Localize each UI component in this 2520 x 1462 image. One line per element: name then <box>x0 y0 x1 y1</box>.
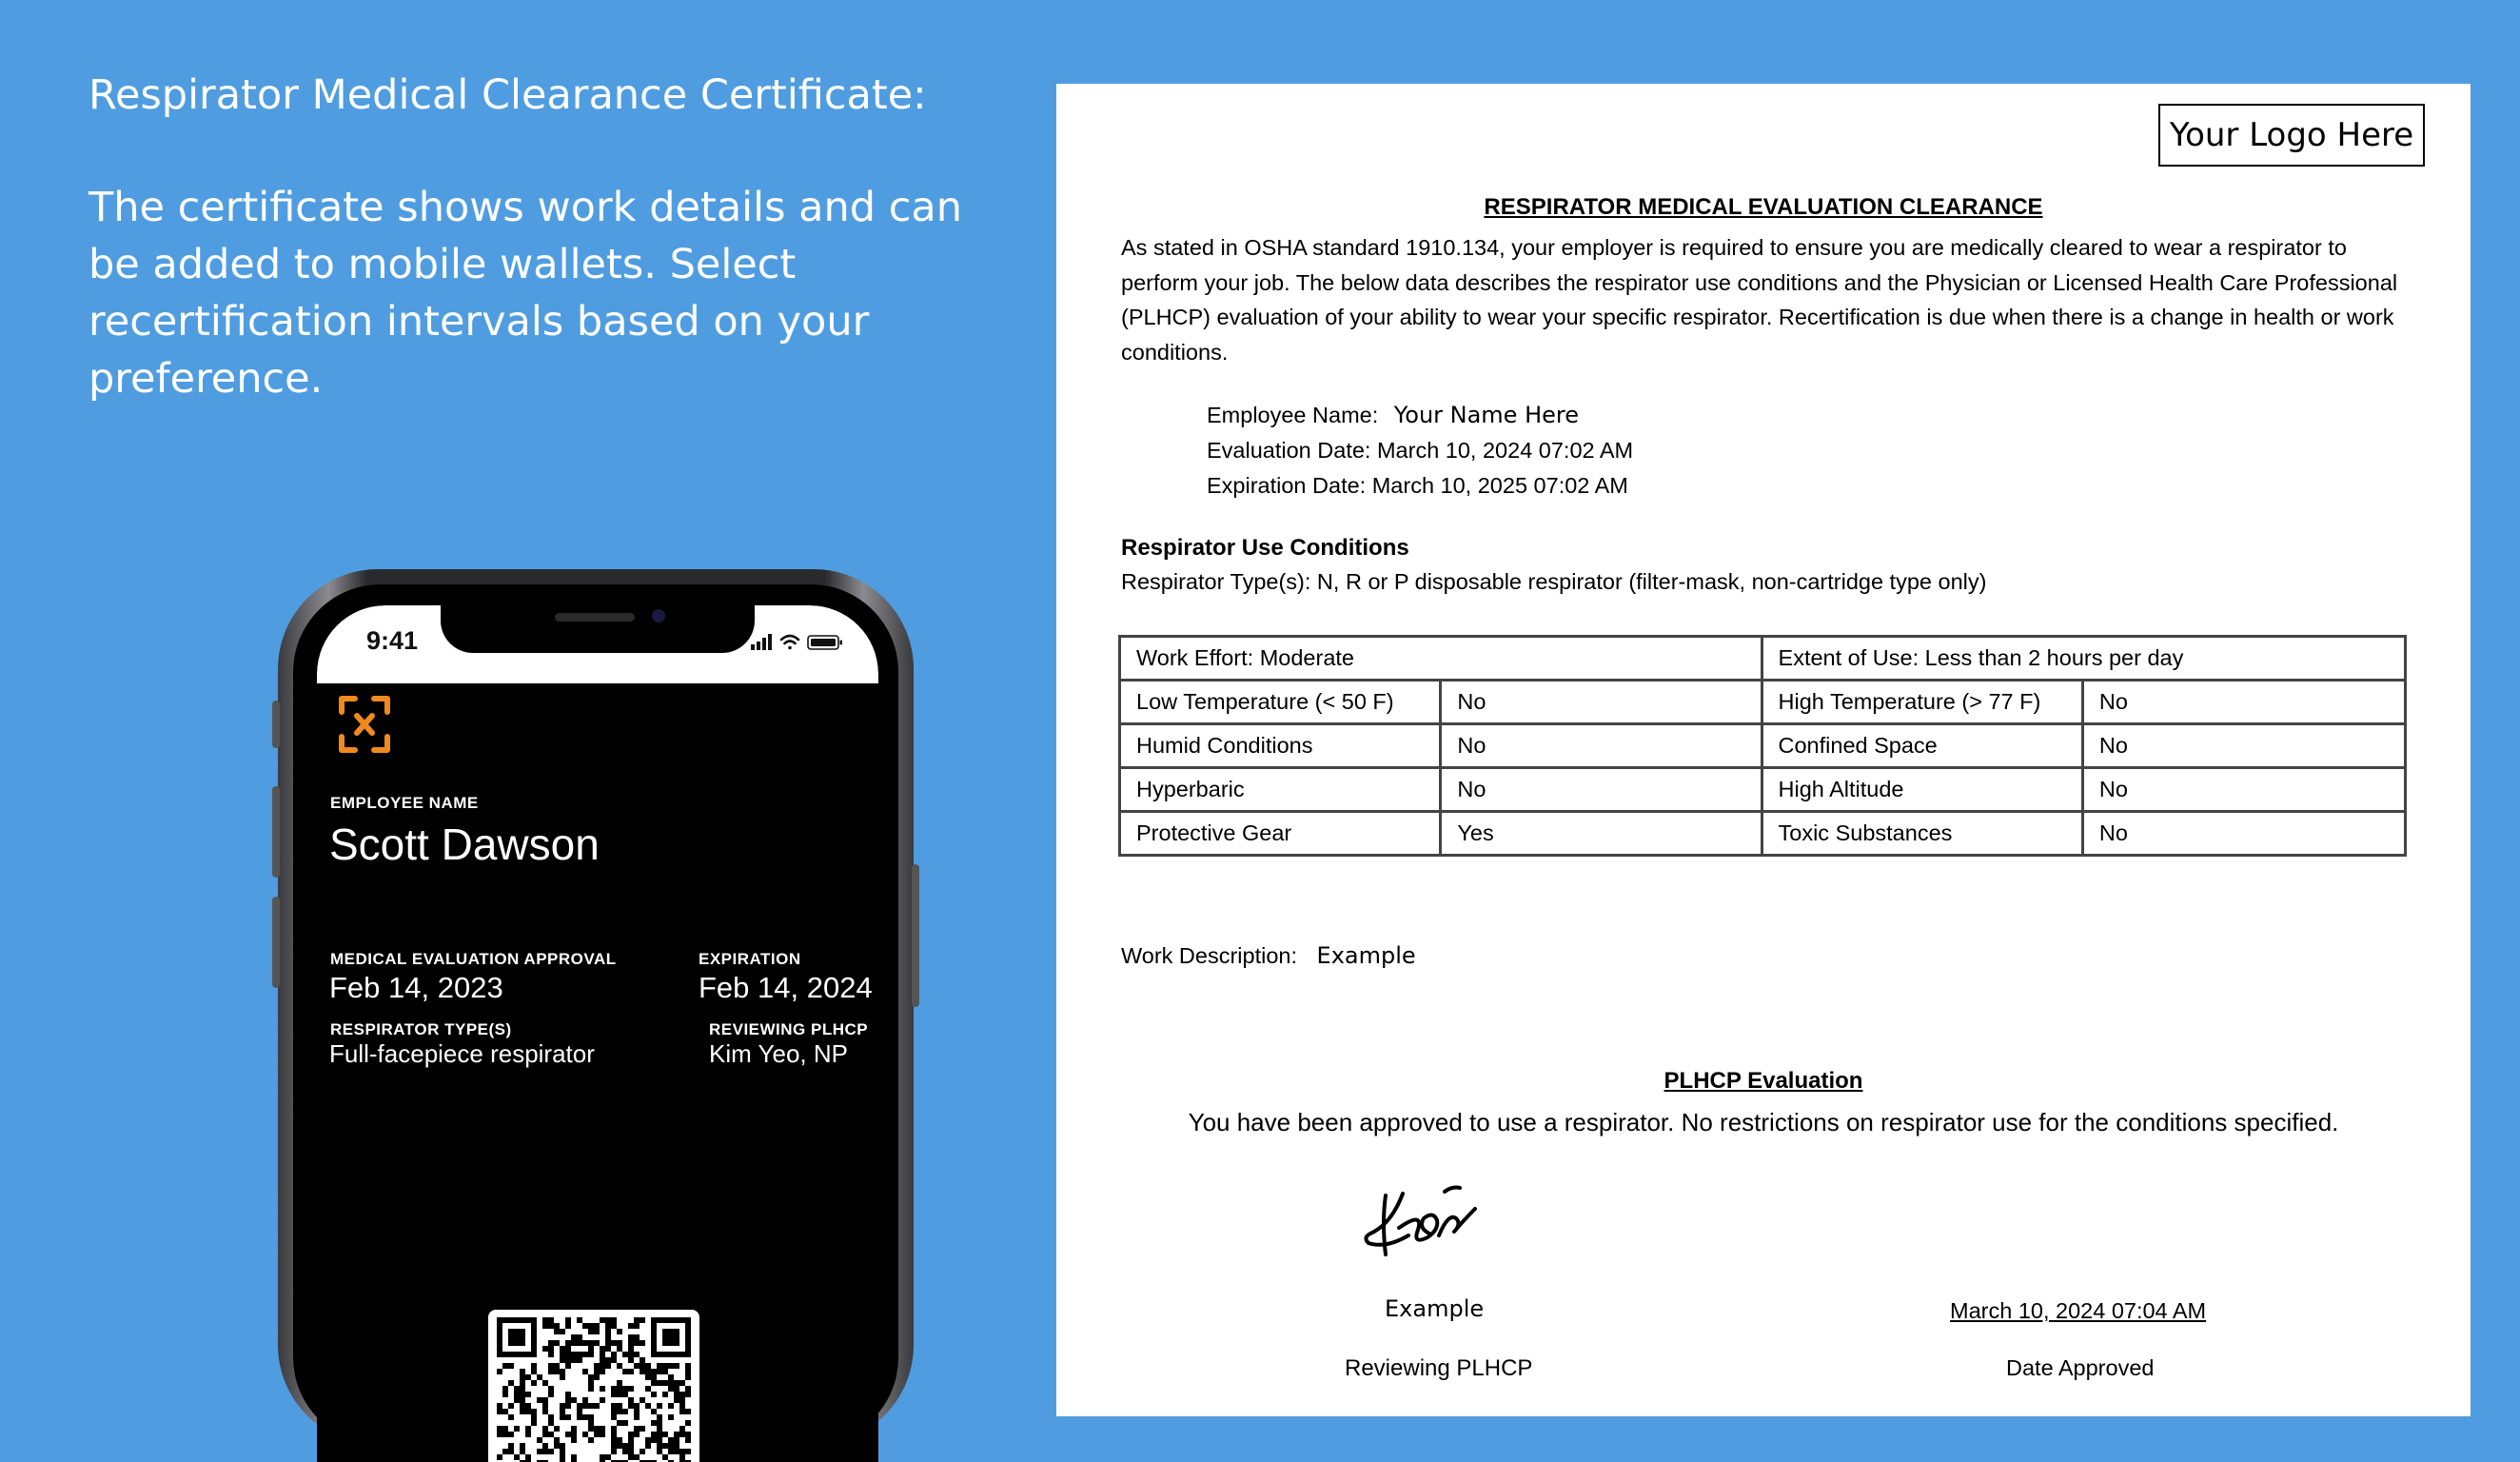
work-description <box>1121 942 1416 969</box>
speaker-grille <box>555 613 635 622</box>
employee-name-line <box>1207 402 1579 428</box>
power-button <box>912 864 919 1007</box>
clearance-logo-icon <box>336 693 393 756</box>
status-time: 9:41 <box>366 626 419 655</box>
table-row <box>1120 812 2406 856</box>
signal-icon <box>751 634 772 650</box>
expiration-date: Feb 14, 2024 <box>699 971 873 1004</box>
evaluation-title: PLHCP Evaluation <box>1664 1068 1863 1094</box>
phone-notch <box>441 605 755 653</box>
condition-value: No <box>2082 681 2405 724</box>
condition-value: No <box>1441 724 1762 768</box>
extent-of-use-cell: Extent of Use: Less than 2 hours per day <box>1762 637 2405 681</box>
table-row <box>1120 768 2406 812</box>
evaluation-text: You have been approved to use a respirator. No restrictions on respirator use for the conditions specified. <box>1188 1108 2339 1136</box>
work-effort-cell: Work Effort: Moderate <box>1120 637 1762 681</box>
qr-code[interactable] <box>488 1310 699 1462</box>
approved-date: March 10, 2024 07:04 AM <box>1950 1298 2207 1323</box>
condition-label: High Temperature (> 77 F) <box>1762 681 2082 724</box>
conditions-table <box>1118 635 2407 857</box>
condition-label: Protective Gear <box>1120 812 1441 856</box>
wifi-icon <box>781 636 798 649</box>
condition-label: Toxic Substances <box>1762 812 2082 856</box>
document-heading: RESPIRATOR MEDICAL EVALUATION CLEARANCE <box>1484 194 2043 220</box>
certificate-document <box>1056 84 2471 1416</box>
signature-role: Reviewing PLHCP <box>1345 1355 1533 1381</box>
reviewing-plhcp-value: Kim Yeo, NP <box>709 1039 848 1068</box>
work-description-value: Example <box>1316 942 1416 969</box>
document-intro: As stated in OSHA standard 1910.134, your employer is required to ensure you are medically cleared to wear a respirator to perform your job. The below data describes the respirator use conditions and the Physician or Licensed Health Care Professional (PLHCP) evaluation of your ability to wear your specific respirator. Recertification is due when there is a change in health or work conditions. <box>1121 235 2398 365</box>
condition-value: Yes <box>1441 812 1762 856</box>
approval-date: Feb 14, 2023 <box>329 971 503 1004</box>
qr-code-icon <box>488 1310 699 1462</box>
employee-name-value: Your Name Here <box>1393 402 1579 428</box>
status-icons <box>751 632 846 651</box>
employee-name-label: Employee Name: <box>1207 403 1379 427</box>
wallet-pass-screen <box>317 605 878 1462</box>
table-row <box>1120 724 2406 768</box>
table-row <box>1120 637 2406 681</box>
approval-label: MEDICAL EVALUATION APPROVAL <box>330 950 617 968</box>
evaluation-date: Evaluation Date: March 10, 2024 07:02 AM <box>1207 438 1634 463</box>
conditions-title: Respirator Use Conditions <box>1121 535 1409 561</box>
battery-icon <box>808 636 842 649</box>
condition-label: Hyperbaric <box>1120 768 1441 812</box>
work-description-label: Work Description: <box>1121 943 1298 968</box>
condition-label: High Altitude <box>1762 768 2082 812</box>
respirator-type-value: Full-facepiece respirator <box>329 1039 595 1068</box>
signature-name: Example <box>1385 1295 1485 1322</box>
respirator-types: Respirator Type(s): N, R or P disposable respirator (filter-mask, non-cartridge type only) <box>1121 569 1987 594</box>
expiration-label: EXPIRATION <box>699 950 801 968</box>
volume-up-button <box>272 786 280 878</box>
mute-switch <box>272 701 280 748</box>
table-row <box>1120 681 2406 724</box>
intro-title: Respirator Medical Clearance Certificate: <box>89 71 927 119</box>
employee-name-label: EMPLOYEE NAME <box>330 794 479 812</box>
logo-placeholder: Your Logo Here <box>2158 104 2425 167</box>
intro-section <box>89 65 1002 407</box>
condition-value: No <box>1441 768 1762 812</box>
employee-name: Scott Dawson <box>329 820 600 869</box>
condition-value: No <box>2082 724 2405 768</box>
condition-value: No <box>2082 768 2405 812</box>
approved-date-label: Date Approved <box>2006 1355 2155 1380</box>
condition-label: Low Temperature (< 50 F) <box>1120 681 1441 724</box>
condition-value: No <box>1441 681 1762 724</box>
respirator-type-label: RESPIRATOR TYPE(S) <box>330 1020 512 1038</box>
reviewing-plhcp-label: REVIEWING PLHCP <box>709 1020 869 1038</box>
signature-image <box>1357 1175 1481 1279</box>
front-camera <box>652 609 665 622</box>
expiration-date: Expiration Date: March 10, 2025 07:02 AM <box>1207 473 1628 498</box>
condition-value: No <box>2082 812 2405 856</box>
condition-label: Confined Space <box>1762 724 2082 768</box>
condition-label: Humid Conditions <box>1120 724 1441 768</box>
volume-down-button <box>272 897 280 988</box>
intro-description: The certificate shows work details and can be added to mobile wallets. Select recertification intervals based on your preference. <box>89 184 962 403</box>
